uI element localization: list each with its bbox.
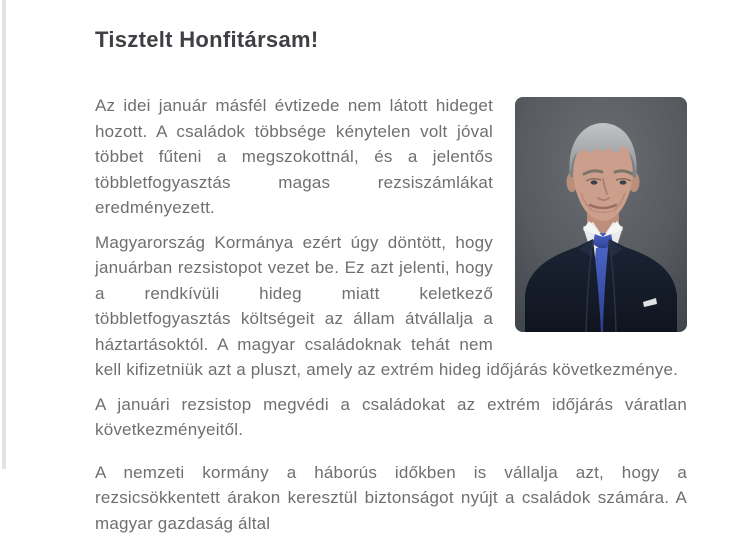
letter-title: Tisztelt Honfitársam! xyxy=(95,27,319,52)
page-edge-strip xyxy=(2,0,6,469)
portrait-photo xyxy=(515,97,687,332)
letter-paragraph-2: Magyarország Kormánya ezért úgy döntött, hogy januárban rezsistopot vezet be. Ez azt jelenti, hogy a rendkívüli hideg miatt keletkező többletfogyasztás költségeit az állam átvállalja a háztartásoktól. A magyar családoknak tehát nem kell kifizetniük azt a pluszt, amely az extrém hideg időjárás következménye. xyxy=(95,232,679,379)
letter-paragraph-1: Az idei január másfél évtizede nem látott hideget hozott. A családok többsége kénytelen volt jóval többet fűteni a megszokottnál, és a jelentős többletfogyasztás magas rezsiszámlákat eredményezett. xyxy=(95,96,493,217)
letter-paragraph-4: A nemzeti kormány a háborús időkben is vállalja azt, hogy a rezsicsökkentett árakon keresztül biztonságot nyújt a családok számára. A magyar gazdaság által xyxy=(95,462,687,533)
letter-paragraph-3: A januári rezsistop megvédi a családokat az extrém időjárás váratlan következményeitől. xyxy=(95,394,687,439)
letter-content xyxy=(95,0,687,545)
portrait-photo-illustration xyxy=(515,97,687,332)
